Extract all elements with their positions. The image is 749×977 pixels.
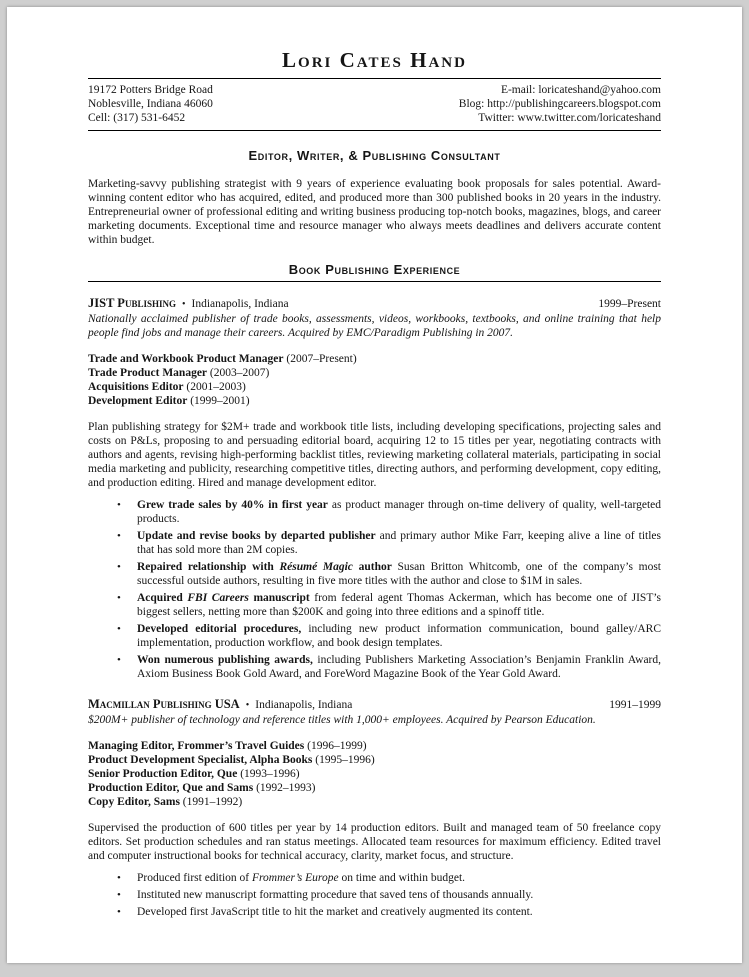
achievement-bullet [137, 622, 661, 650]
job-responsibilities: Supervised the production of 600 titles per year by 14 production editors. Built and managed team of 50 freelance copy editors. Set production schedules and ran status meetings. Allocated team resources for maximum efficiency. Edited travel and computer instructional books for technical accuracy, clarity, market focus, and structure. [88, 822, 661, 862]
role-list [88, 739, 661, 809]
bullet-separator: • [181, 299, 186, 310]
achievement-bullet [137, 871, 661, 885]
achievement-list [88, 498, 661, 681]
person-name: Lori Cates Hand [282, 48, 467, 72]
achievement-bullet [137, 653, 661, 681]
role-line [88, 394, 661, 408]
blog-line: Blog: http://publishingcareers.blogspot.com [458, 98, 661, 110]
job-responsibilities: Plan publishing strategy for $2M+ trade and workbook title lists, including developing specifications, projecting sales and costs on P&Ls, proposing to and persuading editorial board, acquiring 12 to 15 titles per year, negotiating contracts with authors and agents, revising high-performing backlist titles, reviewing marketing collateral materials, participating in social media marketing and publicity, researching competitive titles, directing authors, and performing development, copy editing, and production editing. Hired and manage development editor. [88, 421, 661, 489]
job-header-left [88, 296, 289, 312]
company-name: Macmillan Publishing USA [88, 697, 240, 711]
bullet-text-cont: on time and within budget. [338, 872, 466, 884]
achievement-bullet [137, 498, 661, 526]
role-title: Development Editor [88, 395, 188, 407]
bullet-lead-cont: manuscript [248, 592, 310, 604]
role-dates: (2003–2007) [207, 367, 270, 379]
role-line [88, 781, 661, 795]
role-line [88, 795, 661, 809]
role-title: Acquisitions Editor [88, 381, 184, 393]
company-description: $200M+ publisher of technology and reference titles with 1,000+ employees. Acquired by Pearson Education. [88, 714, 596, 726]
email-line: E-mail: loricateshand@yahoo.com [500, 84, 661, 96]
bullet-lead: Won numerous publishing awards, [137, 654, 313, 666]
achievement-list [88, 871, 661, 919]
bullet-text: as product manager through on-time delivery of quality, well-targeted products. [137, 499, 661, 525]
role-line [88, 739, 661, 753]
job-header [88, 296, 661, 312]
company-name: JIST Publishing [88, 296, 176, 310]
role-title: Trade Product Manager [88, 367, 208, 379]
role-dates: (1995–1996) [312, 754, 375, 766]
role-line [88, 753, 661, 767]
achievement-bullet [137, 888, 661, 902]
achievement-bullet [137, 529, 661, 557]
phone-line: Cell: (317) 531-6452 [88, 112, 186, 124]
role-dates: (1999–2001) [187, 395, 250, 407]
role-dates: (2007–Present) [283, 353, 357, 365]
bullet-lead-cont: author [352, 561, 392, 573]
divider-under-contact [88, 130, 661, 131]
role-dates: (1993–1996) [237, 768, 300, 780]
job-header [88, 697, 661, 713]
role-dates: (1991–1992) [179, 796, 243, 808]
role-title: Senior Production Editor, Que [88, 768, 238, 780]
job-entry-macmillan [88, 697, 661, 919]
role-title: Trade and Workbook Product Manager [88, 353, 284, 365]
bullet-text: and primary author Mike Farr, keeping alive a line of titles that has sold more than 2M copies. [137, 530, 661, 556]
bullet-lead: Developed editorial procedures, [137, 623, 302, 635]
achievement-bullet [137, 905, 661, 919]
contact-right-column [459, 83, 661, 125]
role-list [88, 352, 661, 408]
twitter-line: Twitter: www.twitter.com/loricateshand [478, 112, 661, 124]
bullet-title-italic: FBI Careers [187, 592, 249, 604]
role-line [88, 380, 661, 394]
bullet-text: Instituted new manuscript formatting procedure that saved tens of thousands annually. [137, 889, 534, 901]
role-title: Production Editor, Que and Sams [88, 782, 254, 794]
bullet-text: Developed first JavaScript title to hit the market and creatively augmented its content. [137, 906, 533, 918]
role-line [88, 352, 661, 366]
address-line-2: Noblesville, Indiana 46060 [88, 98, 213, 110]
bullet-book-title-italic: Frommer’s Europe [251, 872, 339, 884]
achievement-bullet [137, 591, 661, 619]
bullet-lead: Acquired [137, 592, 188, 604]
divider-under-section [88, 281, 661, 282]
role-dates: (1992–1993) [253, 782, 316, 794]
bullet-text: Susan Britton Whitcomb, one of the company’s most successful outside authors, resulting in five more titles with the author and close to $1M in sales. [137, 561, 661, 587]
employment-dates: 1999–Present [598, 298, 661, 310]
section-heading-experience: Book Publishing Experience [288, 262, 461, 277]
role-title: Copy Editor, Sams [88, 796, 180, 808]
role-line [88, 767, 661, 781]
summary-paragraph: Marketing-savvy publishing strategist with 9 years of experience evaluating book proposals for sales potential. Award-winning content editor who has acquired, edited, and produced more than 300 published books in 20 years in the industry. Entrepreneurial owner of professional editing and writing business producing top-notch books, magazines, blogs, and career marketing documents. Exceptional time and resource manager who always meets deadlines and delivers accurate content within budget. [88, 178, 661, 246]
bullet-text: including Publishers Marketing Association’s Benjamin Franklin Award, Axiom Business Book Gold Award, and ForeWord Magazine Book of the Year Gold Award. [137, 654, 661, 680]
address-line-1: 19172 Potters Bridge Road [88, 84, 213, 96]
role-dates: (2001–2003) [183, 381, 246, 393]
contact-left-column [88, 83, 213, 125]
employment-dates: 1991–1999 [609, 699, 661, 711]
bullet-title-italic: Résumé Magic [279, 561, 353, 573]
company-location: Indianapolis, Indiana [255, 699, 353, 711]
role-title: Managing Editor, Frommer’s Travel Guides [88, 740, 305, 752]
resume-page [7, 7, 742, 963]
role-line [88, 366, 661, 380]
job-header-left [88, 697, 352, 713]
divider-under-name [88, 78, 661, 79]
professional-title: Editor, Writer, & Publishing Consultant [248, 148, 501, 163]
job-entry-jist [88, 296, 661, 681]
bullet-text: including new product information communication, bound galley/ARC implementation, production workflow, and book design templates. [137, 623, 661, 649]
company-description: Nationally acclaimed publisher of trade books, assessments, videos, workbooks, textbooks, and online training that help people find jobs and manage their careers. Acquired by EMC/Paradigm Publishing in 2007. [88, 313, 661, 339]
bullet-lead: Repaired relationship with [137, 561, 280, 573]
role-dates: (1996–1999) [304, 740, 367, 752]
role-title: Product Development Specialist, Alpha Books [88, 754, 313, 766]
company-location: Indianapolis, Indiana [191, 298, 289, 310]
contact-block [88, 83, 661, 125]
bullet-text: Produced first edition of [137, 872, 252, 884]
bullet-separator: • [245, 700, 250, 711]
bullet-text: from federal agent Thomas Ackerman, which has become one of JIST’s biggest sellers, netting more than $200K and going into three editions and a spinoff title. [137, 592, 662, 618]
achievement-bullet [137, 560, 661, 588]
bullet-lead: Grew trade sales by 40% in first year [137, 499, 328, 511]
bullet-lead: Update and revise books by departed publisher [137, 530, 376, 542]
